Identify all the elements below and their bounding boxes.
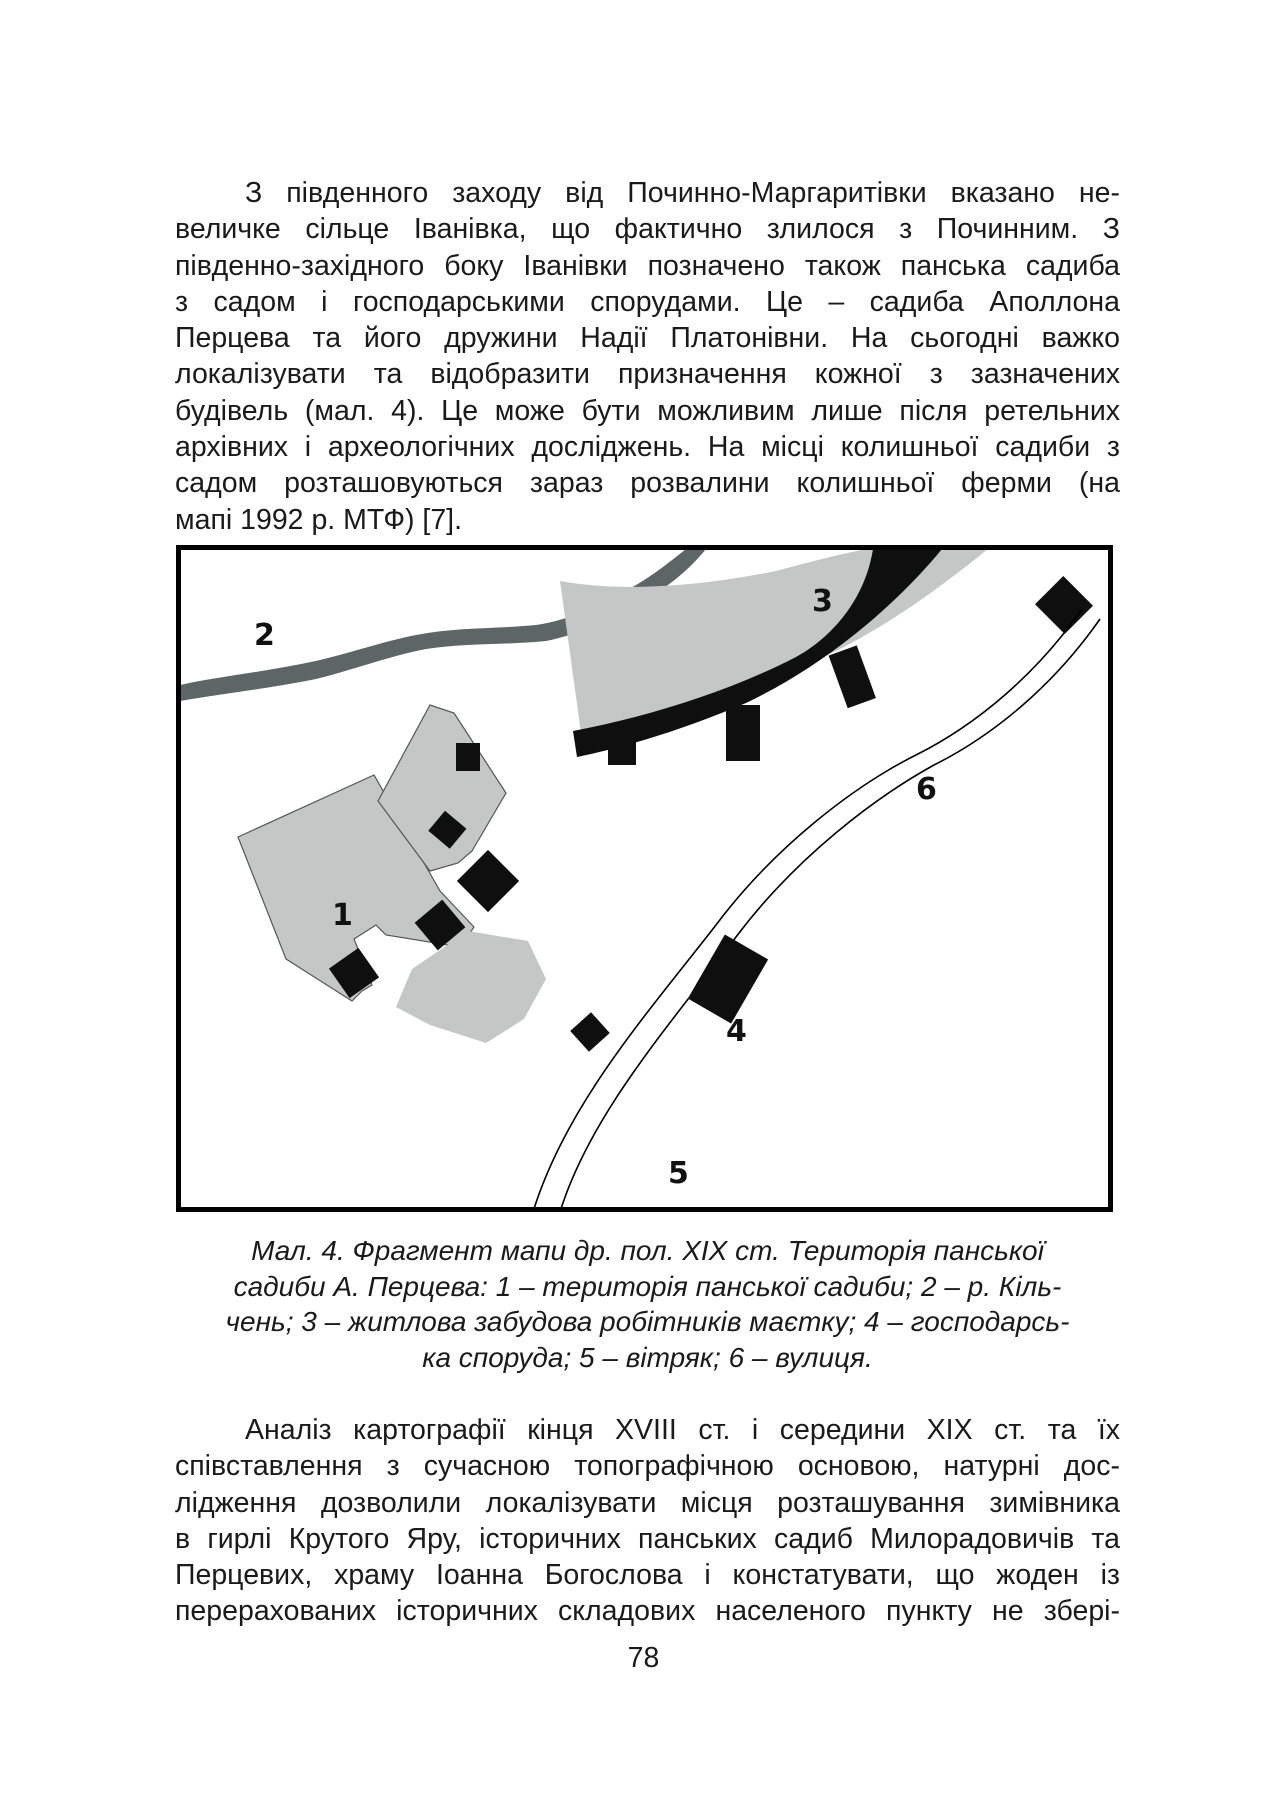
text-line: садом розташовуються зараз розвалини колишньої ферми (на (175, 467, 1120, 500)
map-label-6: 6 (916, 772, 937, 807)
text-line: південно-західного боку Іванівки позначено також панська садиба (175, 249, 1120, 282)
estate-building (456, 743, 480, 771)
workers-house (608, 735, 636, 765)
text-line: архівних і археологічних досліджень. На місці колишньої садиби з (175, 431, 1120, 464)
figure-caption (175, 1233, 1120, 1375)
text-line: величке сільце Іванівка, що фактично злилося з Починним. З (175, 213, 1120, 246)
text-line: в гирлі Крутого Яру, історичних панських садиб Милорадовичів та (175, 1522, 1120, 1555)
estate-map (176, 545, 1113, 1212)
text-line: Аналіз картографії кінця XVIII ст. і середини XIX ст. та їх (245, 1414, 1120, 1446)
page-number: 78 (627, 1642, 660, 1674)
text-line: лідження дозволили локалізувати місця розташування зимівника (175, 1486, 1120, 1519)
map-label-1: 1 (332, 898, 353, 933)
text-line: З південного заходу від Починно-Маргаритівки вказано не- (245, 177, 1120, 209)
map-label-4: 4 (726, 1014, 747, 1049)
estate-map-figure (176, 545, 1113, 1212)
caption-line: садиби А. Перцева: 1 – територія панської садиби; 2 – р. Кіль- (233, 1270, 1062, 1302)
text-line: локалізувати та відобразити призначення кожної з зазначених (175, 358, 1120, 391)
text-line: Перцева та його дружини Надії Платонівни. На сьогодні важко (175, 322, 1120, 355)
text-line: з садом і господарськими спорудами. Це – садиба Аполлона (175, 285, 1120, 318)
text-line: мапі 1992 р. МТФ) [7]. (175, 503, 463, 536)
caption-line: Мал. 4. Фрагмент мапи др. пол. XIX ст. Територія панської (251, 1235, 1044, 1266)
caption-line: чень; 3 – житлова забудова робітників маєтку; 4 – господарсь- (225, 1306, 1070, 1337)
paragraph-2 (175, 1412, 1120, 1630)
map-label-3: 3 (812, 584, 833, 619)
workers-house (726, 705, 760, 761)
text-line: співставлення з сучасною топографічною основою, натурні дос- (175, 1450, 1120, 1483)
text-line: будівель (мал. 4). Це може бути можливим лише після ретельних (175, 394, 1120, 427)
map-label-5: 5 (668, 1156, 689, 1191)
caption-line: ка споруда; 5 – вітряк; 6 – вулиця. (422, 1341, 873, 1373)
paragraph-1 (175, 175, 1120, 538)
map-label-2: 2 (254, 618, 275, 653)
text-line: Перцевих, храму Іоанна Богослова і констатувати, що жоден із (175, 1559, 1120, 1592)
text-line: перерахованих історичних складових населеного пункту не збері- (175, 1595, 1120, 1628)
